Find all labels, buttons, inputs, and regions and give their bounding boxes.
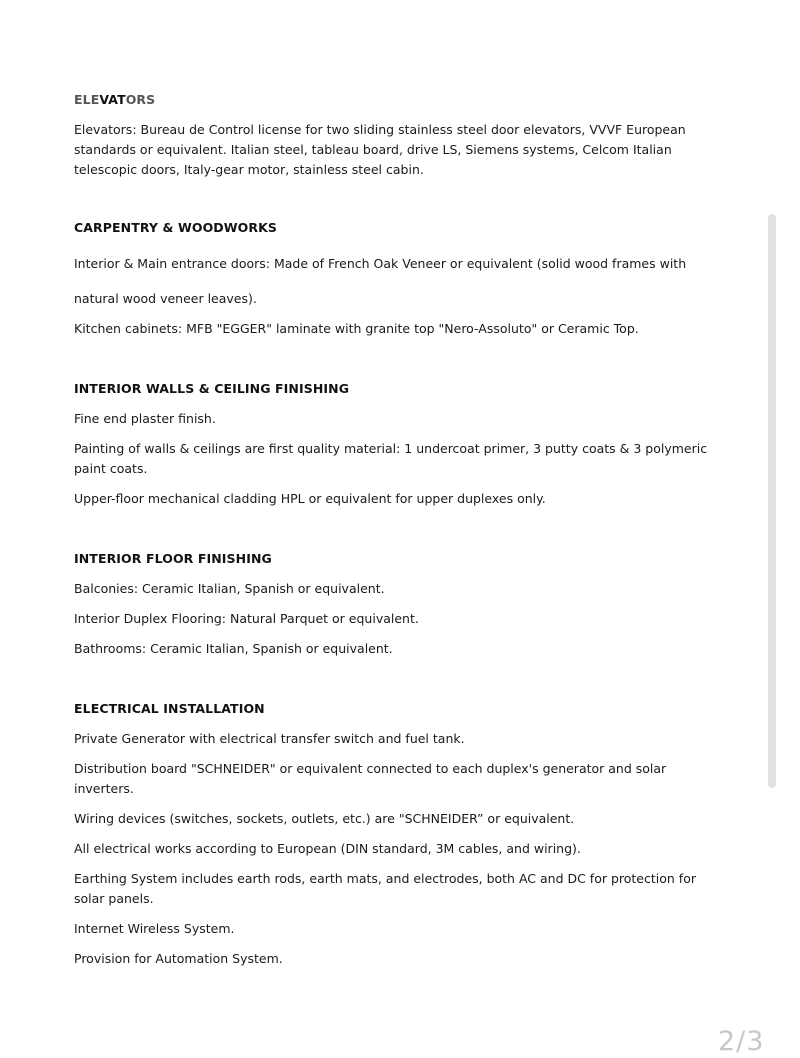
paragraph: Private Generator with electrical transfer switch and fuel tank. [74, 731, 465, 746]
document-content [74, 90, 714, 969]
heading-part-2: VAT [99, 92, 126, 107]
heading-part-3: ORS [125, 92, 156, 107]
section-interior-walls [74, 379, 714, 509]
paragraph: All electrical works according to European (DIN standard, 3M cables, and wiring). [74, 841, 581, 856]
section-interior-floor [74, 549, 714, 659]
section-heading-interior-floor: INTERIOR FLOOR FINISHING [74, 551, 272, 566]
paragraph: Kitchen cabinets: MFB "EGGER" laminate with granite top "Nero-Assoluto" or Ceramic Top. [74, 321, 639, 336]
paragraph: Wiring devices (switches, sockets, outlets, etc.) are "SCHNEIDER” or equivalent. [74, 811, 575, 826]
section-heading-interior-walls: INTERIOR WALLS & CEILING FINISHING [74, 381, 350, 396]
section-electrical [74, 699, 714, 969]
paragraph: Earthing System includes earth rods, earth mats, and electrodes, both AC and DC for protection for solar panels. [74, 871, 696, 906]
section-heading-electrical: ELECTRICAL INSTALLATION [74, 701, 265, 716]
paragraph: Provision for Automation System. [74, 951, 283, 966]
paragraph: Elevators: Bureau de Control license for two sliding stainless steel door elevators, VVVF European standards or equivalent. Italian steel, tableau board, drive LS, Siemens systems, Celcom Italian telescopic doors, Italy-gear motor, stainless steel cabin. [74, 122, 686, 177]
paragraph: Interior Duplex Flooring: Natural Parquet or equivalent. [74, 611, 419, 626]
section-carpentry [74, 218, 714, 339]
paragraph: Painting of walls & ceilings are first quality material: 1 undercoat primer, 3 putty coats & 3 polymeric paint coats. [74, 441, 708, 476]
section-heading-carpentry: CARPENTRY & WOODWORKS [74, 220, 278, 235]
paragraph: Upper-floor mechanical cladding HPL or equivalent for upper duplexes only. [74, 491, 546, 506]
paragraph: Distribution board "SCHNEIDER" or equivalent connected to each duplex's generator and solar inverters. [74, 761, 667, 796]
page-indicator: 2/3 [718, 1026, 765, 1057]
paragraph: Bathrooms: Ceramic Italian, Spanish or equivalent. [74, 641, 393, 656]
paragraph: natural wood veneer leaves). [74, 291, 257, 306]
section-heading-elevators [74, 90, 714, 110]
paragraph: Balconies: Ceramic Italian, Spanish or equivalent. [74, 581, 385, 596]
vertical-scrollbar[interactable] [768, 214, 776, 788]
paragraph: Interior & Main entrance doors: Made of French Oak Veneer or equivalent (solid wood frames with [74, 256, 687, 271]
heading-part-1: ELE [74, 92, 100, 107]
paragraph: Internet Wireless System. [74, 921, 235, 936]
paragraph: Fine end plaster finish. [74, 411, 216, 426]
section-elevators [74, 90, 714, 190]
